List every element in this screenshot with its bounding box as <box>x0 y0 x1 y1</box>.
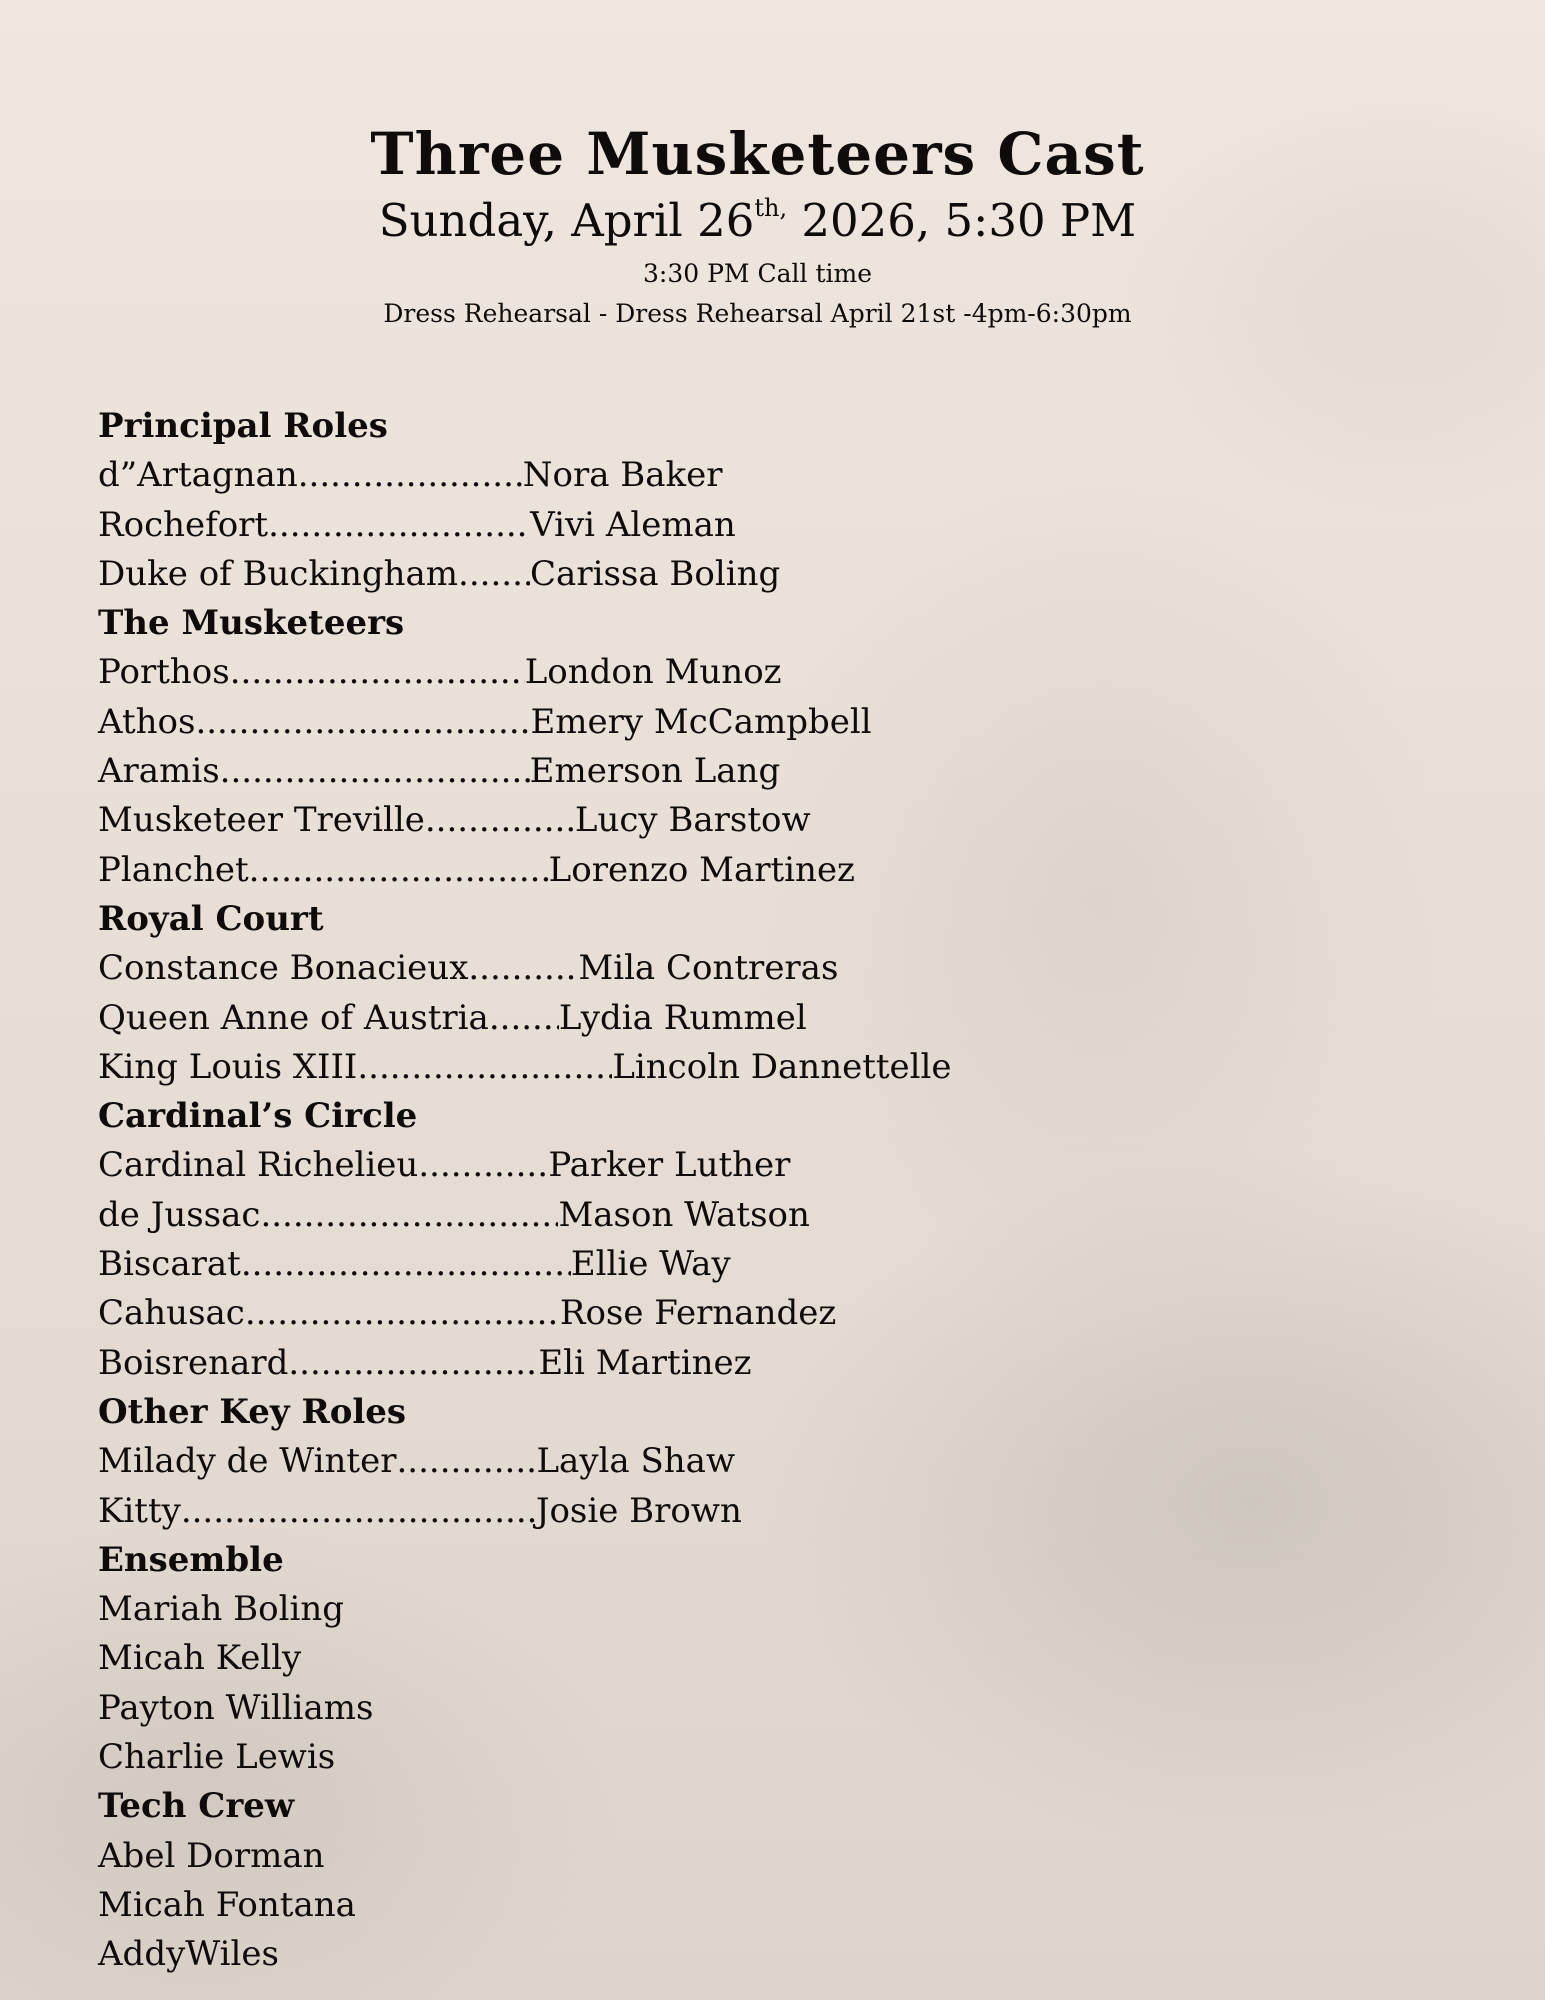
role-name: d”Artagnan <box>98 455 298 496</box>
dot-leader <box>220 747 530 796</box>
date-ordinal: th, <box>754 194 788 222</box>
dot-leader <box>245 1289 560 1338</box>
date-main: Sunday, April 26 <box>378 194 755 247</box>
section-heading-tech-crew: Tech Crew <box>98 1786 295 1827</box>
role-name: Cardinal Richelieu <box>98 1145 419 1186</box>
cast-row <box>98 501 952 550</box>
actor-name: Parker Luther <box>548 1145 791 1186</box>
section-heading-musketeers: The Musketeers <box>98 603 405 644</box>
cast-row <box>98 1141 952 1190</box>
role-name: Biscarat <box>98 1244 241 1285</box>
role-name: King Louis XIII <box>98 1046 358 1087</box>
actor-name: Layla Shaw <box>536 1441 736 1482</box>
dot-leader <box>425 796 575 845</box>
actor-name: Carissa Boling <box>530 553 781 594</box>
cast-row <box>98 698 952 747</box>
actor-name: Nora Baker <box>522 455 723 496</box>
cast-list <box>98 402 952 1980</box>
section-heading-principal: Principal Roles <box>98 406 388 446</box>
role-name: de Jussac <box>98 1194 261 1235</box>
cast-row <box>98 1487 952 1536</box>
ensemble-member: Mariah Boling <box>98 1589 345 1630</box>
actor-name: Rose Fernandez <box>559 1293 837 1334</box>
actor-name: Vivi Aleman <box>530 504 736 545</box>
dot-leader <box>458 550 530 599</box>
dot-leader <box>268 501 530 550</box>
performance-date <box>0 192 1515 250</box>
role-name: Duke of Buckingham <box>98 553 459 594</box>
role-name: Planchet <box>98 849 249 890</box>
role-name: Kitty <box>98 1490 181 1531</box>
actor-name: Eli Martinez <box>538 1342 752 1383</box>
ensemble-member: Payton Williams <box>98 1687 374 1728</box>
actor-name: Lucy Barstow <box>574 800 811 841</box>
dot-leader <box>357 1043 612 1092</box>
ensemble-member: Charlie Lewis <box>98 1737 336 1778</box>
role-name: Rochefort <box>98 504 269 545</box>
cast-row <box>98 451 952 500</box>
section-heading-other-key-roles: Other Key Roles <box>98 1391 407 1432</box>
date-rest: 2026, 5:30 PM <box>787 194 1137 247</box>
section-heading-royal-court: Royal Court <box>98 898 324 939</box>
cast-row <box>98 747 952 796</box>
actor-name: Lincoln Dannettelle <box>612 1046 952 1087</box>
dot-leader <box>260 1191 558 1240</box>
crew-member: AddyWiles <box>98 1934 279 1975</box>
dot-leader <box>181 1487 536 1536</box>
program-header <box>0 118 1515 334</box>
actor-name: Mila Contreras <box>578 948 839 989</box>
dot-leader <box>418 1141 548 1190</box>
role-name: Queen Anne of Austria <box>98 997 489 1038</box>
cast-row <box>98 994 952 1043</box>
role-name: Porthos <box>98 652 230 693</box>
section-heading-ensemble: Ensemble <box>98 1539 284 1580</box>
cast-row <box>98 550 952 599</box>
ensemble-member: Micah Kelly <box>98 1638 302 1679</box>
role-name: Constance Bonacieux <box>98 948 469 989</box>
crew-member: Micah Fontana <box>98 1884 356 1925</box>
actor-name: London Munoz <box>524 652 782 693</box>
role-name: Musketeer Treville <box>98 800 425 841</box>
dot-leader <box>489 994 559 1043</box>
cast-row <box>98 1191 952 1240</box>
dot-leader <box>288 1339 538 1388</box>
cast-row <box>98 648 952 697</box>
cast-row <box>98 944 952 993</box>
role-name: Athos <box>98 701 196 742</box>
actor-name: Ellie Way <box>570 1244 731 1285</box>
actor-name: Mason Watson <box>558 1194 810 1235</box>
cast-row <box>98 796 952 845</box>
role-name: Cahusac <box>98 1293 245 1334</box>
cast-row <box>98 1339 952 1388</box>
cast-row <box>98 1289 952 1338</box>
cast-row <box>98 846 952 895</box>
cast-row <box>98 1240 952 1289</box>
crew-member: Abel Dorman <box>98 1835 325 1876</box>
actor-name: Emerson Lang <box>529 751 781 792</box>
dot-leader <box>298 451 523 500</box>
dot-leader <box>230 648 525 697</box>
dress-rehearsal-note: Dress Rehearsal - Dress Rehearsal April 21st -4pm-6:30pm <box>383 299 1132 328</box>
role-name: Aramis <box>98 751 220 792</box>
actor-name: Lydia Rummel <box>558 997 807 1038</box>
actor-name: Emery McCampbell <box>530 701 872 742</box>
section-heading-cardinals-circle: Cardinal’s Circle <box>98 1096 418 1137</box>
dot-leader <box>195 698 530 747</box>
page-title: Three Musketeers Cast <box>370 120 1145 188</box>
cast-row <box>98 1043 952 1092</box>
actor-name: Josie Brown <box>535 1490 742 1531</box>
dot-leader <box>249 846 549 895</box>
cast-row <box>98 1437 952 1486</box>
role-name: Milady de Winter <box>98 1441 397 1482</box>
dot-leader <box>396 1437 536 1486</box>
dot-leader <box>241 1240 571 1289</box>
role-name: Boisrenard <box>98 1342 289 1383</box>
dot-leader <box>468 944 578 993</box>
call-time: 3:30 PM Call time <box>643 259 872 288</box>
actor-name: Lorenzo Martinez <box>548 849 855 890</box>
